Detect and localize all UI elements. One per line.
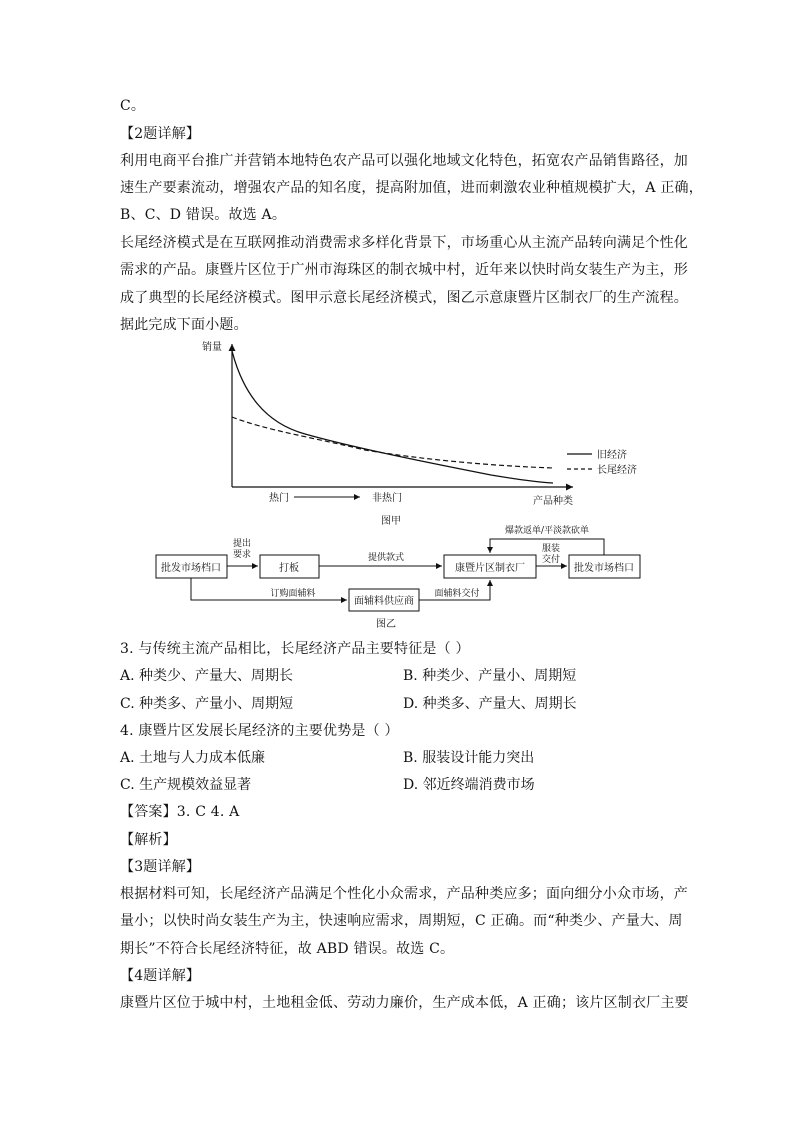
svg-text:康暨片区制衣厂: 康暨片区制衣厂 bbox=[455, 563, 525, 574]
svg-text:批发市场档口: 批发市场档口 bbox=[161, 563, 221, 574]
figure-a-caption: 图甲 bbox=[381, 516, 401, 527]
text-line: 康暨片区位于城中村，土地租金低、劳动力廉价，生产成本低，A 正确；该片区制衣厂主要 bbox=[120, 995, 689, 1011]
question-4-stem: 4. 康暨片区发展长尾经济的主要优势是（ ） bbox=[120, 723, 399, 739]
svg-text:服装: 服装 bbox=[541, 544, 561, 554]
q4-option-a: A. 土地与人力成本低廉 bbox=[120, 750, 266, 766]
question-3-stem: 3. 与传统主流产品相比，长尾经济产品主要特征是（ ） bbox=[120, 641, 470, 657]
series-old-economy-line bbox=[232, 351, 553, 483]
arrow-order-materials bbox=[191, 578, 347, 600]
q3-detail-heading: 【3题详解】 bbox=[120, 859, 201, 875]
answer-line: 【答案】3. C 4. A bbox=[120, 804, 240, 820]
x-label-hot: 热门 bbox=[269, 493, 289, 504]
q3-option-d: D. 种类多、产量大、周期长 bbox=[403, 696, 577, 712]
text-line: 速生产要素流动，增强农产品的知名度，提高附加值，进而刺激农业种植规模扩大，A 正确， bbox=[120, 180, 703, 196]
svg-text:要求: 要求 bbox=[232, 550, 252, 560]
svg-text:提出: 提出 bbox=[232, 539, 252, 549]
y-axis-label: 销量 bbox=[202, 342, 222, 353]
text-line: 据此完成下面小题。 bbox=[120, 317, 248, 333]
svg-text:提供款式: 提供款式 bbox=[367, 553, 405, 563]
text-line: B、C、D 错误。故选 A。 bbox=[120, 207, 287, 223]
legend-old-economy-label: 旧经济 bbox=[597, 450, 627, 461]
q3-option-c: C. 种类多、产量小、周期短 bbox=[120, 696, 294, 712]
figure-b-flow-diagram bbox=[150, 520, 650, 632]
analysis-heading: 【解析】 bbox=[120, 832, 177, 848]
text-line: C。 bbox=[120, 98, 146, 114]
text-line: 长尾经济模式是在互联网推动消费需求多样化背景下，市场重心从主流产品转向满足个性化 bbox=[120, 235, 688, 251]
legend-long-tail-label: 长尾经济 bbox=[597, 465, 637, 476]
figure-b-caption: 图乙 bbox=[376, 619, 396, 630]
svg-text:面辅料供应商: 面辅料供应商 bbox=[354, 596, 414, 607]
text-line: 需求的产品。康暨片区位于广州市海珠区的制衣城中村，近年来以快时尚女装生产为主，形 bbox=[120, 262, 688, 278]
x-label-niche: 非热门 bbox=[372, 493, 402, 504]
q4-option-c: C. 生产规模效益显著 bbox=[120, 777, 252, 793]
svg-text:交付: 交付 bbox=[541, 555, 561, 565]
svg-text:批发市场档口: 批发市场档口 bbox=[574, 563, 634, 574]
text-line: 量小；以快时尚女装生产为主，快速响应需求，周期短，C 正确。而“种类少、产量大、周 bbox=[120, 913, 683, 929]
x-axis-label: 产品种类 bbox=[533, 496, 573, 507]
section-heading: 【2题详解】 bbox=[120, 126, 201, 142]
q4-option-d: D. 邻近终端消费市场 bbox=[403, 777, 535, 793]
q3-option-a: A. 种类少、产量大、周期长 bbox=[120, 668, 294, 684]
svg-text:打板: 打板 bbox=[279, 563, 299, 574]
text-line: 成了典型的长尾经济模式。图甲示意长尾经济模式，图乙示意康暨片区制衣厂的生产流程。 bbox=[120, 290, 688, 306]
svg-text:订购面辅料: 订购面辅料 bbox=[270, 589, 316, 599]
svg-text:面辅料交付: 面辅料交付 bbox=[434, 589, 480, 599]
figure-a-long-tail-chart bbox=[195, 338, 655, 530]
text-line: 根据材料可知，长尾经济产品满足个性化小众需求，产品种类应多；面向细分小众市场，产 bbox=[120, 886, 688, 902]
text-line: 利用电商平台推广并营销本地特色农产品可以强化地域文化特色，拓宽农产品销售路径，加 bbox=[120, 153, 688, 169]
q4-option-b: B. 服装设计能力突出 bbox=[403, 750, 535, 766]
text-line: 期长”不符合长尾经济特征，故 ABD 错误。故选 C。 bbox=[120, 941, 455, 957]
q3-option-b: B. 种类少、产量小、周期短 bbox=[403, 668, 577, 684]
svg-text:爆款返单/平淡款砍单: 爆款返单/平淡款砍单 bbox=[504, 526, 590, 536]
series-long-tail-line bbox=[232, 417, 553, 468]
q4-detail-heading: 【4题详解】 bbox=[120, 968, 201, 984]
